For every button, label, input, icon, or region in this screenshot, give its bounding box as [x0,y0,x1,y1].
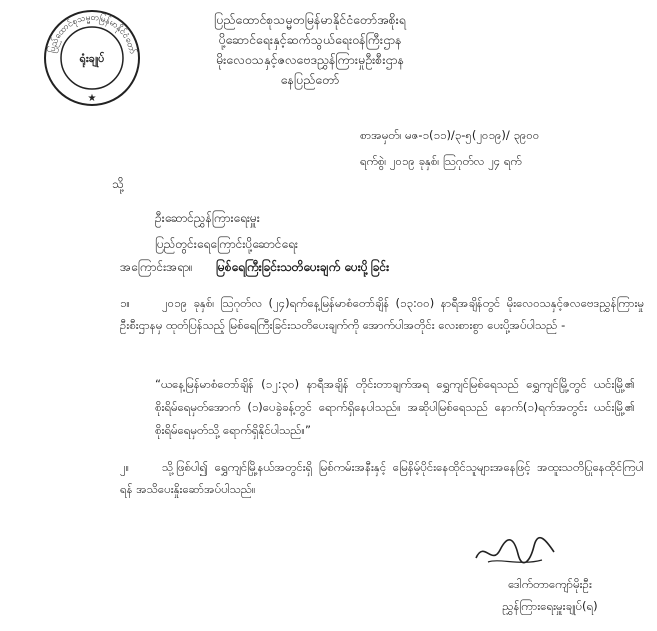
recipient-organization: ပြည်တွင်းရေကြောင်းပို့ဆောင်ရေး [155,237,298,251]
subject-label: အကြောင်းအရာ။ [120,260,193,274]
to-label: သို့ [112,177,124,191]
letter-number: စာအမှတ်၊ မဇ-၁(၁၁)/၃-၅(၂၀၁၉)/ ၃၉၀၀ [360,128,540,142]
seal-center-text: ရုံးချုပ် [79,52,105,65]
paragraph-1 [120,292,644,336]
header-city: နေပြည်တော် [280,72,340,87]
reference-block [360,122,640,174]
svg-text:ပြည်ထောင်စုသမ္မတမြန်မာနိုင်ငံတ [45,12,138,55]
handwritten-signature [470,532,560,572]
paragraph-1-text: ၂၀၁၉ ခုနှစ်၊ ဩဂုတ်လ (၂၄)ရက်နေ့မြန်မာစံတော်ချိန် (၁၃:၀၀) နာရီအချိန်တွင် မိုးလေဝသနှင့်ဇလဗေဒညွှန်ကြားမှုဦးစီးဌာနမှ ထုတ်ပြန်သည့် မြစ်ရေကြီးခြင်းသတိပေးချက်ကို အောက်ပါအတိုင်း လေးစားစွာ ပေးပို့အပ်ပါသည် - [120,296,644,332]
seal-outer-text: ပြည်ထောင်စုသမ္မတမြန်မာနိုင်ငံတော် [47,12,138,56]
signer-title: ညွှန်ကြားရေးမှူးချုပ်(ရ) [502,599,598,613]
subject-line [120,259,640,277]
office-seal [42,8,142,108]
letter-date: ရက်စွဲ၊ ၂၀၁၉ ခုနှစ်၊ ဩဂုတ်လ ၂၄ ရက် [360,154,522,168]
header-department: မိုးလေဝသနှင့်ဇလဗေဒညွှန်ကြားမှုဦးစီးဌာန [215,52,405,67]
warning-quote: “ယနေ့မြန်မာစံတော်ချိန် (၁၂:၃၀) နာရီအချိန် တိုင်းတာချက်အရ ရွှေကျင်မြစ်ရေသည် ရွှေကျင်မြို့တွင် ယင်းမြို့၏ စိုးရိမ်ရေမှတ်အောက် (၁)ပေခွဲခန့်တွင် ရောက်ရှိနေပါသည်။ အဆိုပါမြစ်ရေသည် နောက်(၁)ရက်အတွင်း ယင်းမြို့၏ စိုးရိမ်ရေမှတ်သို့ ရောက်ရှိနိုင်ပါသည်။” [155,377,635,437]
signer-block [455,573,645,617]
recipient-title: ဦးဆောင်ညွှန်ကြားရေးမှူး [155,211,260,225]
seal-star-icon: ★ [87,93,97,104]
paragraph-1-number: ၁။ [120,296,130,310]
subject-text: မြစ်ရေကြီးခြင်းသတိပေးချက် ပေးပို့ခြင်း [215,260,390,274]
header-ministry: ပို့ဆောင်ရေးနှင့်ဆက်သွယ်ရေးဝန်ကြီးဌာန [218,32,402,47]
recipient-block [155,205,298,257]
paragraph-2 [120,456,644,500]
letterhead [150,10,470,90]
seal-graphic [42,8,142,108]
signer-name: ဒေါက်တာကျော်မိုးဦး [508,577,592,591]
header-government: ပြည်ထောင်စုသမ္မတမြန်မာနိုင်ငံတော်အစိုးရ [214,12,406,27]
paragraph-2-text: သို့ဖြစ်ပါ၍ ရွှေကျင်မြို့နယ်အတွင်းရှိ မြစ်ကမ်းအနီးနှင့် မြေနိမ့်ပိုင်းနေထိုင်သူများအနေဖြင့် အထူးသတိပြုနေထိုင်ကြပါရန် အသိပေးနှိုးဆော်အပ်ပါသည်။ [120,460,644,496]
paragraph-2-number: ၂။ [120,460,130,474]
